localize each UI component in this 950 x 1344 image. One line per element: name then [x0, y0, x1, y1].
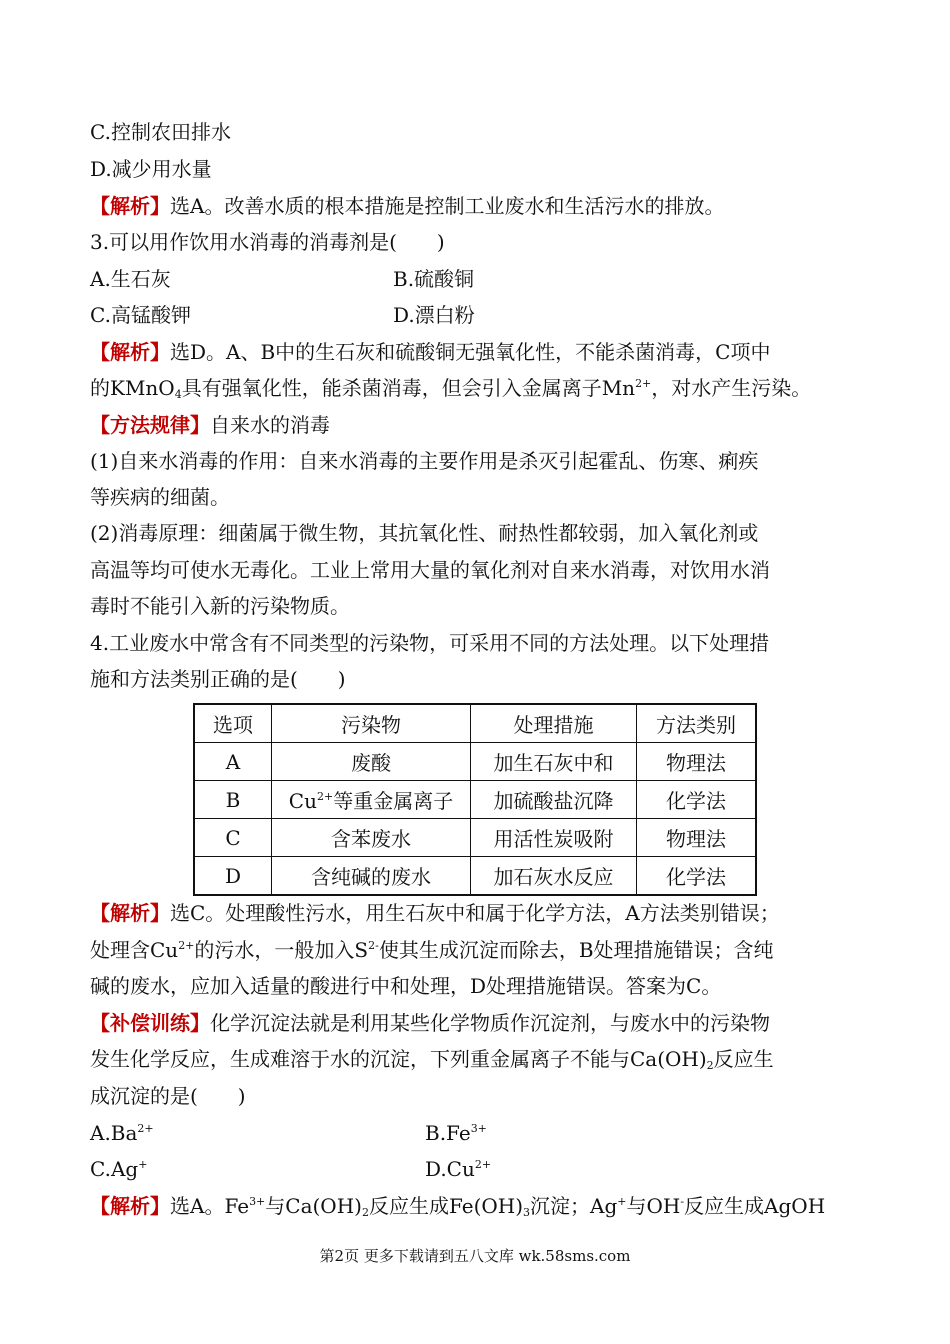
bonus-text: 化学沉淀法就是利用某些化学物质作沉淀剂，与废水中的污染物 — [210, 1011, 770, 1035]
table-cell-option: C — [194, 819, 272, 857]
q3-stem: 3.可以用作饮用水消毒的消毒剂是( ) — [90, 230, 445, 254]
subscript: 4 — [174, 388, 182, 401]
method-tag: 【方法规律】 — [90, 413, 210, 437]
table-header: 污染物 — [272, 704, 471, 743]
analysis-text: 的KMnO — [90, 376, 175, 400]
bonus-line-2 — [90, 1042, 865, 1076]
analysis-tag: 【解析】 — [90, 901, 170, 925]
table-header: 方法类别 — [637, 704, 757, 743]
pollutant-text: Cu — [288, 789, 317, 813]
superscript: 2- — [368, 939, 379, 952]
option-label: D.Cu — [425, 1157, 475, 1181]
analysis-text: 反应生成Fe(OH) — [368, 1194, 524, 1218]
option-label: B.Fe — [425, 1121, 471, 1145]
table-header: 处理措施 — [471, 704, 637, 743]
method-p1-line-1: (1)自来水消毒的作用：自来水消毒的主要作用是杀灭引起霍乱、伤寒、痢疾 — [90, 449, 759, 473]
analysis-tag: 【解析】 — [90, 194, 170, 218]
analysis-text: ，对水产生污染。 — [651, 376, 812, 400]
analysis-text: 选C。处理酸性污水，用生石灰中和属于化学方法，A方法类别错误； — [170, 901, 780, 925]
method-p1-line-2: 等疾病的细菌。 — [90, 485, 230, 509]
table-row — [194, 857, 756, 896]
table-cell-option: A — [194, 743, 272, 781]
subscript: 2 — [361, 1206, 369, 1219]
superscript: 3+ — [249, 1195, 266, 1208]
superscript: 2+ — [316, 790, 334, 803]
method-p2-line-1: (2)消毒原理：细菌属于微生物，其抗氧化性、耐热性都较弱，加入氧化剂或 — [90, 521, 759, 545]
table-cell-pollutant: 含纯碱的废水 — [272, 857, 471, 896]
analysis-text: 与Ca(OH) — [265, 1194, 362, 1218]
analysis-tag: 【解析】 — [90, 340, 170, 364]
method-title: 自来水的消毒 — [210, 413, 330, 437]
table-cell-measure: 用活性炭吸附 — [471, 819, 637, 857]
q3-analysis-line-1 — [90, 335, 865, 369]
bonus-text: 发生化学反应，生成难溶于水的沉淀，下列重金属离子不能与Ca(OH) — [90, 1047, 707, 1071]
bonus-line-1 — [90, 1006, 865, 1040]
table-row — [194, 781, 756, 819]
superscript: 2+ — [178, 939, 195, 952]
table-cell-category: 物理法 — [637, 743, 757, 781]
analysis-text: 选A。改善水质的根本措施是控制工业废水和生活污水的排放。 — [170, 194, 725, 218]
bonus-line-3: 成沉淀的是( ) — [90, 1084, 246, 1108]
table-cell-pollutant — [272, 781, 471, 819]
option-label: C.Ag — [90, 1157, 139, 1181]
option-label: A.Ba — [90, 1121, 138, 1145]
q2-option-d: D.减少用水量 — [90, 157, 212, 181]
table-header-row — [194, 704, 756, 743]
table-cell-category: 物理法 — [637, 819, 757, 857]
table-cell-pollutant: 含苯废水 — [272, 819, 471, 857]
method-heading — [90, 408, 865, 442]
q3-option-d: D.漂白粉 — [393, 303, 475, 327]
superscript: - — [680, 1195, 685, 1208]
method-p2-line-3: 毒时不能引入新的污染物质。 — [90, 594, 350, 618]
bonus-text: 反应生 — [713, 1047, 774, 1071]
superscript: 3+ — [470, 1122, 487, 1135]
q2-option-c: C.控制农田排水 — [90, 120, 231, 144]
pollutant-text: 等重金属离子 — [333, 789, 454, 813]
q4-stem-line-1: 4.工业废水中常含有不同类型的污染物，可采用不同的方法处理。以下处理措 — [90, 631, 770, 655]
table-row — [194, 819, 756, 857]
bonus-analysis — [90, 1189, 865, 1223]
bonus-tag: 【补偿训练】 — [90, 1011, 210, 1035]
superscript: 2+ — [635, 377, 652, 390]
method-p2-line-2: 高温等均可使水无毒化。工业上常用大量的氧化剂对自来水消毒，对饮用水消 — [90, 558, 770, 582]
analysis-tag: 【解析】 — [90, 1194, 170, 1218]
superscript: 2+ — [137, 1122, 154, 1135]
analysis-text: 的污水，一般加入S — [194, 938, 369, 962]
q4-analysis-line-3: 碱的废水，应加入适量的酸进行中和处理，D处理措施错误。答案为C。 — [90, 974, 722, 998]
bonus-option-c — [90, 1152, 147, 1186]
bonus-option-b — [425, 1116, 487, 1150]
analysis-text: 沉淀；Ag — [530, 1194, 618, 1218]
superscript: + — [617, 1195, 627, 1208]
analysis-text: 选A。Fe — [170, 1194, 250, 1218]
q4-table — [193, 703, 757, 896]
table-cell-category: 化学法 — [637, 781, 757, 819]
analysis-text: 选D。A、B中的生石灰和硫酸铜无强氧化性，不能杀菌消毒，C项中 — [170, 340, 771, 364]
analysis-text: 反应生成AgOH — [684, 1194, 826, 1218]
analysis-text: 处理含Cu — [90, 938, 179, 962]
subscript: 3 — [523, 1206, 531, 1219]
table-cell-option: D — [194, 857, 272, 896]
table-cell-category: 化学法 — [637, 857, 757, 896]
table-cell-pollutant: 废酸 — [272, 743, 471, 781]
table-header: 选项 — [194, 704, 272, 743]
bonus-option-a — [90, 1116, 154, 1150]
superscript: 2+ — [474, 1158, 492, 1171]
q3-option-b: B.硫酸铜 — [393, 267, 475, 291]
page-footer: 第2页 更多下载请到五八文库 wk.58sms.com — [319, 1247, 631, 1265]
q4-stem-line-2: 施和方法类别正确的是( ) — [90, 667, 346, 691]
q4-analysis-line-2 — [90, 933, 865, 967]
q3-analysis-line-2 — [90, 371, 865, 405]
table-cell-measure: 加硫酸盐沉降 — [471, 781, 637, 819]
q3-option-a: A.生石灰 — [90, 267, 171, 291]
q3-option-c: C.高锰酸钾 — [90, 303, 191, 327]
table-row — [194, 743, 756, 781]
table-cell-measure: 加石灰水反应 — [471, 857, 637, 896]
subscript: 2 — [706, 1059, 714, 1072]
table-cell-option: B — [194, 781, 272, 819]
analysis-text: 使其生成沉淀而除去，B处理措施错误；含纯 — [378, 938, 774, 962]
bonus-option-d — [425, 1152, 491, 1186]
q2-analysis — [90, 189, 865, 223]
analysis-text: 与OH — [626, 1194, 681, 1218]
analysis-text: 具有强氧化性，能杀菌消毒，但会引入金属离子Mn — [181, 376, 636, 400]
q4-analysis-line-1 — [90, 896, 865, 930]
table-cell-measure: 加生石灰中和 — [471, 743, 637, 781]
superscript: + — [138, 1158, 148, 1171]
